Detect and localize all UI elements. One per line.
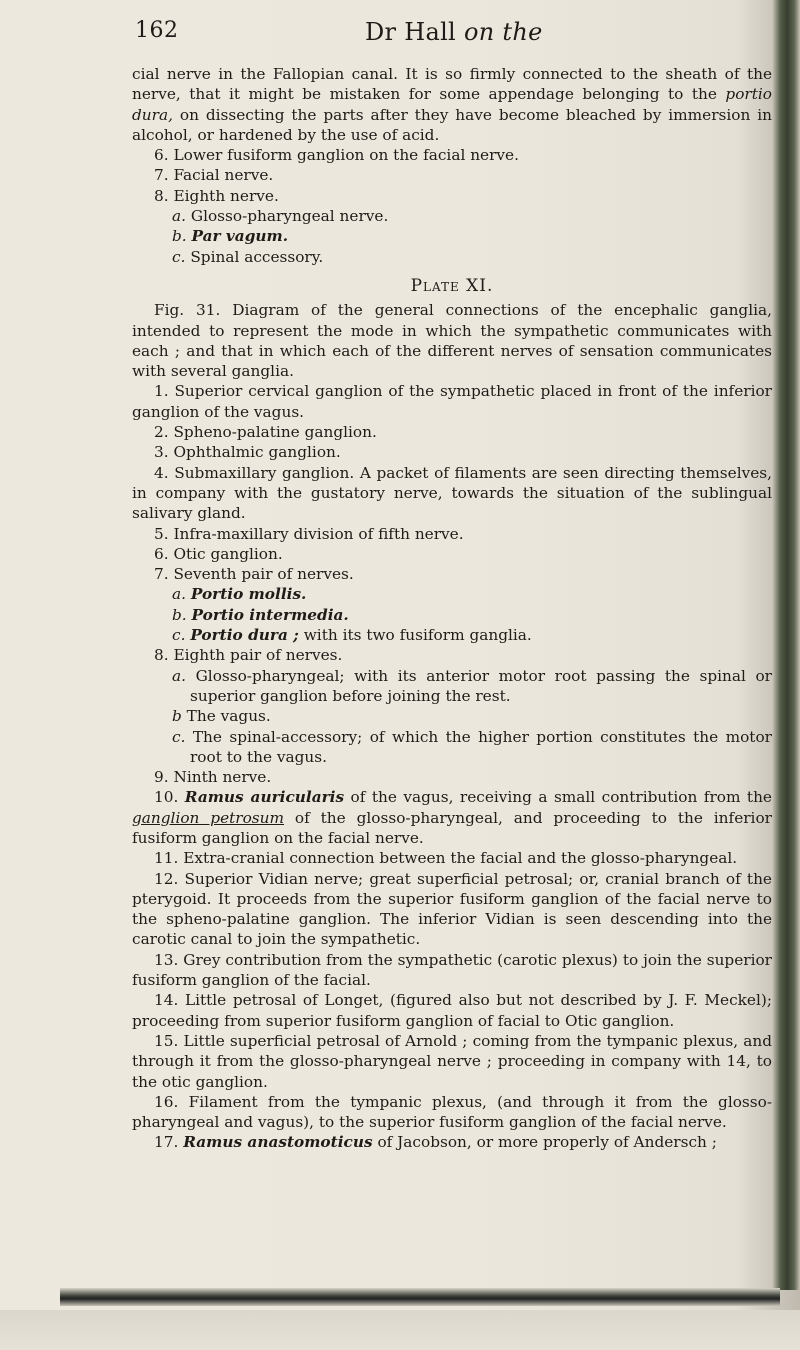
portio-dura-term: portio dura,: [132, 85, 772, 124]
item-13: 13. Grey contribution from the sympathetic (carotic plexus) to join the superior fusiform ganglion of the facial.: [132, 950, 772, 990]
running-head-author: Dr Hall: [365, 18, 457, 46]
item-7b: b. Portio intermedia.: [172, 605, 349, 624]
bottom-edge-shadow: [60, 1288, 780, 1306]
figure-caption: Fig. 31. Diagram of the general connections of the encephalic ganglia, intended to represent the mode in which the sympathetic communicates with each ; and that in which each of the different nerves of sensation communicates with several ganglia.: [132, 301, 772, 381]
item-8c: c. The spinal-accessory; of which the higher portion constitutes the motor root to the vagus.: [172, 727, 772, 766]
page-edge-shadow: [772, 0, 800, 1290]
item-6: 6. Otic ganglion.: [154, 544, 283, 563]
item-14: 14. Little petrosal of Longet, (figured also but not described by J. F. Meckel); proceeding from superior fusiform ganglion of facial to Otic ganglion.: [132, 991, 772, 1030]
item-8b: b The vagus.: [172, 707, 271, 726]
page-body: [132, 64, 772, 1153]
plate-heading: Plate XI.: [410, 275, 494, 296]
item-17: 17. Ramus anastomoticus of Jacobson, or more properly of Andersch ;: [154, 1133, 717, 1152]
item-7a: a. Portio mollis.: [172, 585, 307, 604]
running-head: [365, 18, 543, 46]
item-15: 15. Little superficial petrosal of Arnold ; coming from the tympanic plexus, and through it from the glosso-pharyngeal nerve ; proceeding in company with 14, to the otic ganglion.: [132, 1031, 772, 1091]
item-10: 10. Ramus auricularis of the vagus, receiving a small contribution from the ganglion petrosum of the glosso-pharyngeal, and proceeding to the inferior fusiform ganglion on the facial nerve.: [132, 788, 772, 847]
item-8a: a. Glosso-pharyngeal; with its anterior motor root passing the spinal or superior ganglion before joining the rest.: [172, 666, 772, 705]
continuation-paragraph: cial nerve in the Fallopian canal. It is so firmly connected to the sheath of the nerve, that it might be mistaken for some appendage belonging to the portio dura, on dissecting the parts after they have become bleached by immersion in alcohol, or hardened by the use of acid.: [132, 65, 772, 144]
intro-sub-item: b. Par vagum.: [172, 227, 289, 246]
intro-sub-item: c. Spinal accessory.: [172, 247, 324, 266]
running-head-rest: on the: [463, 18, 543, 46]
item-8: 8. Eighth pair of nerves.: [154, 646, 343, 665]
item-3: 3. Ophthalmic ganglion.: [154, 443, 341, 462]
item-9: 9. Ninth nerve.: [154, 768, 272, 787]
item-16: 16. Filament from the tympanic plexus, (and through it from the glosso-pharyngeal and vagus), to the superior fusiform ganglion of the facial nerve.: [132, 1092, 772, 1132]
intro-list-item: 7. Facial nerve.: [154, 166, 274, 185]
intro-sub-item: a. Glosso-pharyngeal nerve.: [172, 207, 389, 226]
item-5: 5. Infra-maxillary division of fifth nerve.: [154, 524, 464, 543]
page-header: [135, 18, 695, 58]
item-7: 7. Seventh pair of nerves.: [154, 565, 354, 584]
page-number: 162: [135, 18, 179, 43]
intro-list-item: 8. Eighth nerve.: [154, 186, 279, 205]
item-12: 12. Superior Vidian nerve; great superficial petrosal; or, cranial branch of the pterygoid. It proceeds from the superior fusiform ganglion of the facial nerve to the spheno-palatine ganglion. The inferior Vidian is seen descending into the carotic canal to join the sympathetic.: [132, 869, 772, 949]
item-7c: c. Portio dura ; with its two fusiform ganglia.: [172, 626, 532, 645]
item-11: 11. Extra-cranial connection between the facial and the glosso-pharyngeal.: [154, 849, 738, 868]
item-1: 1. Superior cervical ganglion of the sympathetic placed in front of the inferior ganglion of the vagus.: [132, 382, 772, 421]
item-4: 4. Submaxillary ganglion. A packet of filaments are seen directing themselves, in company with the gustatory nerve, towards the situation of the sublingual salivary gland.: [132, 463, 772, 523]
item-2: 2. Spheno-palatine ganglion.: [154, 423, 377, 442]
intro-list-item: 6. Lower fusiform ganglion on the facial nerve.: [154, 146, 519, 165]
bottom-margin: [0, 1310, 800, 1350]
